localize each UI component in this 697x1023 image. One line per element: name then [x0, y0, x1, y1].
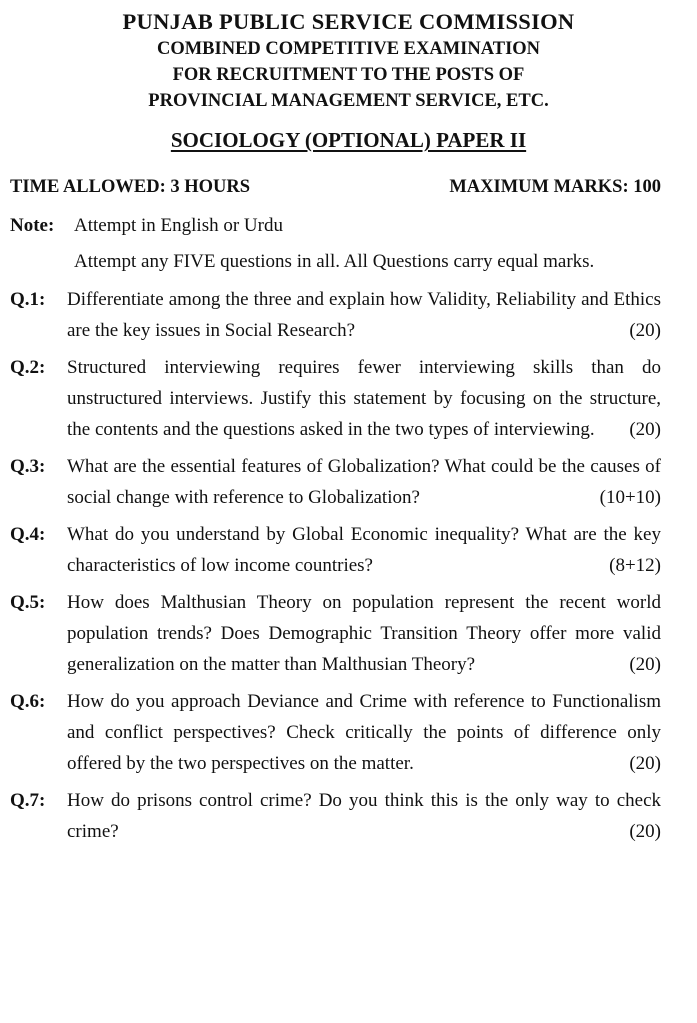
question-item [10, 284, 661, 346]
note-line-2: Attempt any FIVE questions in all. All Questions carry equal marks. [74, 251, 595, 272]
question-marks: (20) [629, 753, 661, 774]
question-number: Q.3: [10, 456, 46, 477]
question-marks: (20) [629, 419, 661, 440]
exam-title-line-2: FOR RECRUITMENT TO THE POSTS OF [172, 65, 525, 85]
question-item [10, 451, 661, 513]
question-list [10, 284, 661, 847]
question-number: Q.5: [10, 592, 46, 613]
question-item [10, 785, 661, 847]
exam-title-line-1: COMBINED COMPETITIVE EXAMINATION [156, 39, 541, 59]
question-marks: (10+10) [599, 487, 661, 508]
question-number: Q.6: [10, 691, 46, 712]
question-text: How do you approach Deviance and Crime with reference to Functionalism and conflict perspectives? Check critically the points of difference only offered by the two perspectives on the matter. [67, 691, 661, 774]
paper-header [36, 8, 661, 154]
commission-title: PUNJAB PUBLIC SERVICE COMMISSION [122, 9, 575, 34]
question-marks: (20) [629, 821, 661, 842]
question-number: Q.4: [10, 524, 46, 545]
note-line-1: Attempt in English or Urdu [74, 215, 283, 236]
question-marks: (20) [629, 320, 661, 341]
question-text: How does Malthusian Theory on population represent the recent world population trends? Does Demographic Transition Theory offer more valid generalization on the matter than Malthusian Theory? [67, 592, 661, 675]
note-section [10, 212, 661, 276]
question-text: How do prisons control crime? Do you think this is the only way to check crime? [67, 790, 661, 842]
question-item [10, 519, 661, 581]
paper-title: SOCIOLOGY (OPTIONAL) PAPER II [170, 128, 527, 152]
question-number: Q.2: [10, 357, 46, 378]
question-number: Q.7: [10, 790, 46, 811]
question-text: Structured interviewing requires fewer interviewing skills than do unstructured interviews. Justify this statement by focusing on the structure, the contents and the questions asked in the two types of interviewing. [67, 357, 661, 440]
meta-row [10, 174, 661, 200]
maximum-marks: MAXIMUM MARKS: 100 [449, 177, 661, 197]
question-marks: (20) [629, 654, 661, 675]
question-text: What are the essential features of Globalization? What could be the causes of social change with reference to Globalization? [67, 456, 661, 508]
note-label: Note: [10, 215, 55, 236]
question-item [10, 686, 661, 779]
question-text: Differentiate among the three and explain how Validity, Reliability and Ethics are the key issues in Social Research? [67, 289, 661, 341]
time-allowed: TIME ALLOWED: 3 HOURS [10, 177, 251, 197]
question-item [10, 352, 661, 445]
exam-title-line-3: PROVINCIAL MANAGEMENT SERVICE, ETC. [148, 91, 549, 111]
question-text: What do you understand by Global Economic inequality? What are the key characteristics of low income countries? [67, 524, 661, 576]
question-marks: (8+12) [609, 555, 661, 576]
question-item [10, 587, 661, 680]
question-number: Q.1: [10, 289, 46, 310]
